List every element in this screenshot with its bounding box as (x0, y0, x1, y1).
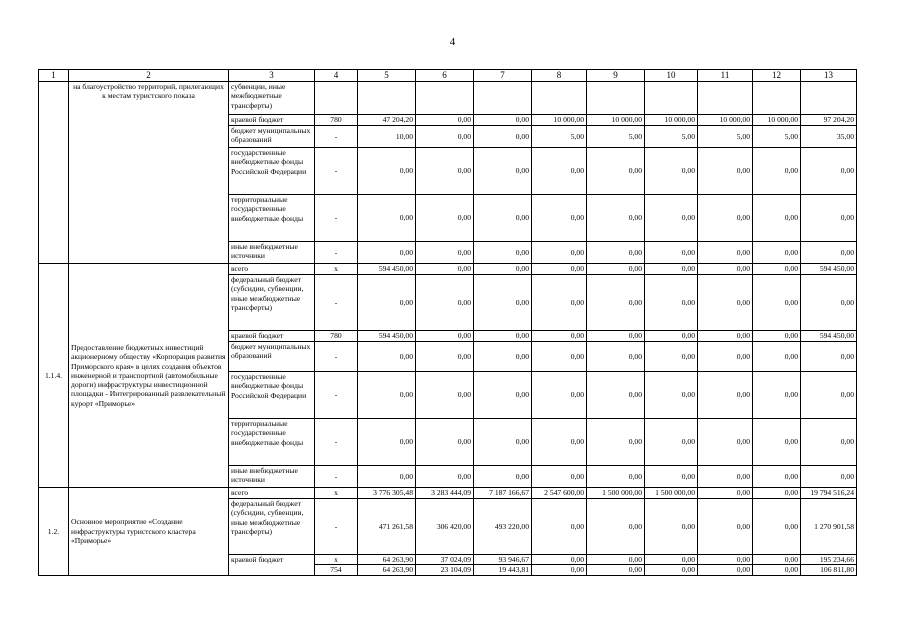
value-cell: 0,00 (698, 419, 753, 466)
value-cell: 2 547 600,00 (532, 488, 587, 499)
value-cell: 594 450,00 (358, 264, 416, 275)
source-cell: государственные внебюджетные фонды Российской Федерации (229, 372, 315, 419)
value-cell: 471 261,58 (358, 499, 416, 555)
value-cell: 37 024,09 (416, 555, 474, 565)
value-cell: 1 270 901,58 (801, 499, 857, 555)
value-cell: 0,00 (801, 148, 857, 195)
value-cell: 0,00 (698, 555, 753, 565)
value-cell: 0,00 (532, 148, 587, 195)
source-cell: иные внебюджетные источники (229, 242, 315, 264)
code-cell: 780 (315, 331, 358, 342)
value-cell: 0,00 (416, 275, 474, 331)
value-cell: 19 443,81 (474, 565, 532, 575)
value-cell: 0,00 (532, 242, 587, 264)
value-cell: 0,00 (587, 148, 645, 195)
value-cell: 0,00 (753, 565, 801, 575)
value-cell: 0,00 (801, 275, 857, 331)
value-cell: 23 104,09 (416, 565, 474, 575)
value-cell: 0,00 (753, 195, 801, 242)
value-cell: 0,00 (753, 148, 801, 195)
source-cell: всего (229, 264, 315, 275)
value-cell: 0,00 (645, 148, 698, 195)
value-cell: 0,00 (474, 126, 532, 148)
measure-name-cell: на благоустройство территорий, прилегающих к местам туристского показа (69, 82, 229, 264)
code-cell: х (315, 264, 358, 275)
value-cell: 0,00 (358, 242, 416, 264)
value-cell: 0,00 (645, 242, 698, 264)
value-cell: 0,00 (474, 331, 532, 342)
value-cell (801, 82, 857, 115)
code-cell: - (315, 499, 358, 555)
value-cell: 0,00 (698, 195, 753, 242)
value-cell: 0,00 (645, 331, 698, 342)
value-cell: 0,00 (587, 372, 645, 419)
value-cell: 0,00 (753, 466, 801, 488)
value-cell: 0,00 (587, 242, 645, 264)
value-cell: 0,00 (587, 195, 645, 242)
value-cell: 0,00 (532, 331, 587, 342)
value-cell: 0,00 (698, 565, 753, 575)
code-cell: - (315, 242, 358, 264)
value-cell: 0,00 (416, 342, 474, 372)
source-cell: территориальные государственные внебюджетные фонды (229, 419, 315, 466)
value-cell: 0,00 (532, 565, 587, 575)
value-cell: 0,00 (587, 264, 645, 275)
source-cell: федеральный бюджет (субсидии, субвенции, иные межбюджетные трансферты) (229, 499, 315, 555)
value-cell: 0,00 (698, 242, 753, 264)
value-cell: 0,00 (753, 342, 801, 372)
row-number-cell: 1.2. (39, 488, 69, 576)
value-cell: 0,00 (698, 275, 753, 331)
value-cell: 0,00 (698, 342, 753, 372)
value-cell: 0,00 (532, 264, 587, 275)
value-cell: 0,00 (474, 195, 532, 242)
value-cell: 0,00 (532, 555, 587, 565)
value-cell: 0,00 (416, 195, 474, 242)
header-cell-9: 9 (587, 70, 645, 82)
value-cell: 0,00 (753, 372, 801, 419)
value-cell: 0,00 (587, 419, 645, 466)
value-cell: 0,00 (753, 488, 801, 499)
code-cell: - (315, 466, 358, 488)
value-cell: 0,00 (474, 342, 532, 372)
value-cell: 0,00 (474, 466, 532, 488)
value-cell: 0,00 (416, 148, 474, 195)
value-cell: 0,00 (645, 275, 698, 331)
value-cell: 0,00 (698, 331, 753, 342)
page-number: 4 (449, 36, 456, 48)
value-cell: 0,00 (416, 372, 474, 419)
value-cell: 0,00 (358, 419, 416, 466)
value-cell: 35,00 (801, 126, 857, 148)
value-cell: 0,00 (416, 115, 474, 126)
value-cell: 0,00 (474, 115, 532, 126)
value-cell: 0,00 (645, 466, 698, 488)
value-cell: 0,00 (801, 242, 857, 264)
value-cell: 0,00 (587, 342, 645, 372)
source-cell: иные внебюджетные источники (229, 466, 315, 488)
value-cell: 0,00 (801, 419, 857, 466)
value-cell: 64 263,90 (358, 565, 416, 575)
value-cell (474, 82, 532, 115)
value-cell: 0,00 (753, 331, 801, 342)
code-cell: 754 (315, 565, 358, 575)
value-cell (532, 82, 587, 115)
source-cell: краевой бюджет (229, 555, 315, 576)
value-cell: 0,00 (801, 372, 857, 419)
value-cell: 0,00 (645, 372, 698, 419)
row-number-cell (39, 82, 69, 264)
value-cell: 1 500 000,00 (645, 488, 698, 499)
value-cell: 0,00 (358, 275, 416, 331)
code-cell (315, 82, 358, 115)
value-cell (358, 82, 416, 115)
value-cell: 195 234,66 (801, 555, 857, 565)
row-number-cell: 1.1.4. (39, 264, 69, 488)
value-cell: 0,00 (587, 466, 645, 488)
header-cell-1: 1 (39, 70, 69, 82)
budget-table (38, 69, 857, 576)
value-cell: 97 204,20 (801, 115, 857, 126)
value-cell: 0,00 (645, 342, 698, 372)
code-cell: х (315, 555, 358, 565)
value-cell: 0,00 (587, 331, 645, 342)
value-cell: 0,00 (358, 195, 416, 242)
value-cell: 0,00 (532, 499, 587, 555)
value-cell: 0,00 (753, 419, 801, 466)
header-cell-4: 4 (315, 70, 358, 82)
code-cell: - (315, 342, 358, 372)
value-cell: 3 776 305,48 (358, 488, 416, 499)
value-cell: 0,00 (416, 331, 474, 342)
value-cell: 594 450,00 (801, 331, 857, 342)
value-cell: 47 204,20 (358, 115, 416, 126)
value-cell: 0,00 (587, 555, 645, 565)
value-cell: 0,00 (416, 126, 474, 148)
value-cell: 10 000,00 (587, 115, 645, 126)
value-cell: 0,00 (698, 466, 753, 488)
header-cell-6: 6 (416, 70, 474, 82)
value-cell: 0,00 (416, 466, 474, 488)
value-cell (698, 82, 753, 115)
value-cell: 0,00 (753, 499, 801, 555)
value-cell: 0,00 (645, 499, 698, 555)
value-cell: 0,00 (645, 555, 698, 565)
value-cell: 0,00 (474, 264, 532, 275)
value-cell: 0,00 (358, 372, 416, 419)
code-cell: - (315, 148, 358, 195)
value-cell: 10 000,00 (645, 115, 698, 126)
header-cell-11: 11 (698, 70, 753, 82)
code-cell: - (315, 419, 358, 466)
value-cell: 10 000,00 (532, 115, 587, 126)
source-cell: федеральный бюджет (субсидии, субвенции, иные межбюджетные трансферты) (229, 275, 315, 331)
value-cell (416, 82, 474, 115)
value-cell: 5,00 (587, 126, 645, 148)
value-cell: 0,00 (645, 419, 698, 466)
header-row (39, 70, 857, 82)
value-cell: 0,00 (645, 565, 698, 575)
value-cell: 5,00 (645, 126, 698, 148)
value-cell: 0,00 (801, 466, 857, 488)
value-cell: 3 283 444,09 (416, 488, 474, 499)
value-cell: 0,00 (801, 195, 857, 242)
table-row (39, 488, 857, 499)
value-cell: 19 794 516,24 (801, 488, 857, 499)
value-cell: 0,00 (358, 148, 416, 195)
value-cell: 7 187 166,67 (474, 488, 532, 499)
value-cell: 493 220,00 (474, 499, 532, 555)
value-cell: 10 000,00 (698, 115, 753, 126)
value-cell: 0,00 (474, 419, 532, 466)
code-cell: - (315, 275, 358, 331)
value-cell: 0,00 (474, 242, 532, 264)
value-cell: 306 420,00 (416, 499, 474, 555)
table-row (39, 82, 857, 115)
value-cell: 0,00 (645, 195, 698, 242)
value-cell: 5,00 (532, 126, 587, 148)
header-cell-8: 8 (532, 70, 587, 82)
value-cell: 106 811,80 (801, 565, 857, 575)
value-cell: 0,00 (532, 466, 587, 488)
header-cell-7: 7 (474, 70, 532, 82)
source-cell: субвенции, иные межбюджетные трансферты) (229, 82, 315, 115)
value-cell: 0,00 (416, 242, 474, 264)
value-cell: 0,00 (358, 342, 416, 372)
value-cell: 0,00 (801, 342, 857, 372)
value-cell: 0,00 (416, 419, 474, 466)
value-cell: 0,00 (474, 275, 532, 331)
value-cell: 0,00 (645, 264, 698, 275)
value-cell: 10,00 (358, 126, 416, 148)
value-cell: 0,00 (698, 372, 753, 419)
value-cell: 10 000,00 (753, 115, 801, 126)
header-cell-13: 13 (801, 70, 857, 82)
code-cell: 780 (315, 115, 358, 126)
measure-name-cell: Предоставление бюджетных инвестиций акционерному обществу «Корпорация развития Приморского края» в целях создания объектов инженерной и транспортной (автомобильные дороги) инфраструктуры инвестиционной площадки - Интегрированный развлекательный курорт «Приморье» (69, 264, 229, 488)
value-cell: 0,00 (474, 148, 532, 195)
value-cell: 0,00 (753, 555, 801, 565)
value-cell: 64 263,90 (358, 555, 416, 565)
source-cell: краевой бюджет (229, 115, 315, 126)
value-cell: 93 946,67 (474, 555, 532, 565)
header-cell-2: 2 (69, 70, 229, 82)
value-cell: 0,00 (587, 565, 645, 575)
value-cell: 0,00 (698, 264, 753, 275)
value-cell (645, 82, 698, 115)
header-cell-10: 10 (645, 70, 698, 82)
value-cell: 0,00 (532, 275, 587, 331)
value-cell: 0,00 (358, 466, 416, 488)
value-cell: 1 500 000,00 (587, 488, 645, 499)
code-cell: х (315, 488, 358, 499)
source-cell: территориальные государственные внебюджетные фонды (229, 195, 315, 242)
value-cell: 0,00 (532, 419, 587, 466)
code-cell: - (315, 195, 358, 242)
source-cell: бюджет муниципальных образований (229, 126, 315, 148)
header-cell-3: 3 (229, 70, 315, 82)
value-cell: 594 450,00 (801, 264, 857, 275)
value-cell: 5,00 (698, 126, 753, 148)
value-cell (753, 82, 801, 115)
header-cell-12: 12 (753, 70, 801, 82)
header-cell-5: 5 (358, 70, 416, 82)
value-cell: 0,00 (416, 264, 474, 275)
value-cell: 0,00 (753, 242, 801, 264)
source-cell: краевой бюджет (229, 331, 315, 342)
value-cell: 5,00 (753, 126, 801, 148)
code-cell: - (315, 372, 358, 419)
value-cell: 0,00 (474, 372, 532, 419)
value-cell: 0,00 (532, 195, 587, 242)
value-cell: 0,00 (753, 275, 801, 331)
value-cell (587, 82, 645, 115)
code-cell: - (315, 126, 358, 148)
value-cell: 594 450,00 (358, 331, 416, 342)
value-cell: 0,00 (753, 264, 801, 275)
value-cell: 0,00 (587, 499, 645, 555)
measure-name-cell: Основное мероприятие «Создание инфраструктуры туристского кластера «Приморье» (69, 488, 229, 576)
source-cell: всего (229, 488, 315, 499)
value-cell: 0,00 (698, 148, 753, 195)
value-cell: 0,00 (532, 372, 587, 419)
source-cell: бюджет муниципальных образований (229, 342, 315, 372)
value-cell: 0,00 (587, 275, 645, 331)
source-cell: государственные внебюджетные фонды Российской Федерации (229, 148, 315, 195)
value-cell: 0,00 (532, 342, 587, 372)
table-row (39, 264, 857, 275)
value-cell: 0,00 (698, 499, 753, 555)
value-cell: 0,00 (698, 488, 753, 499)
